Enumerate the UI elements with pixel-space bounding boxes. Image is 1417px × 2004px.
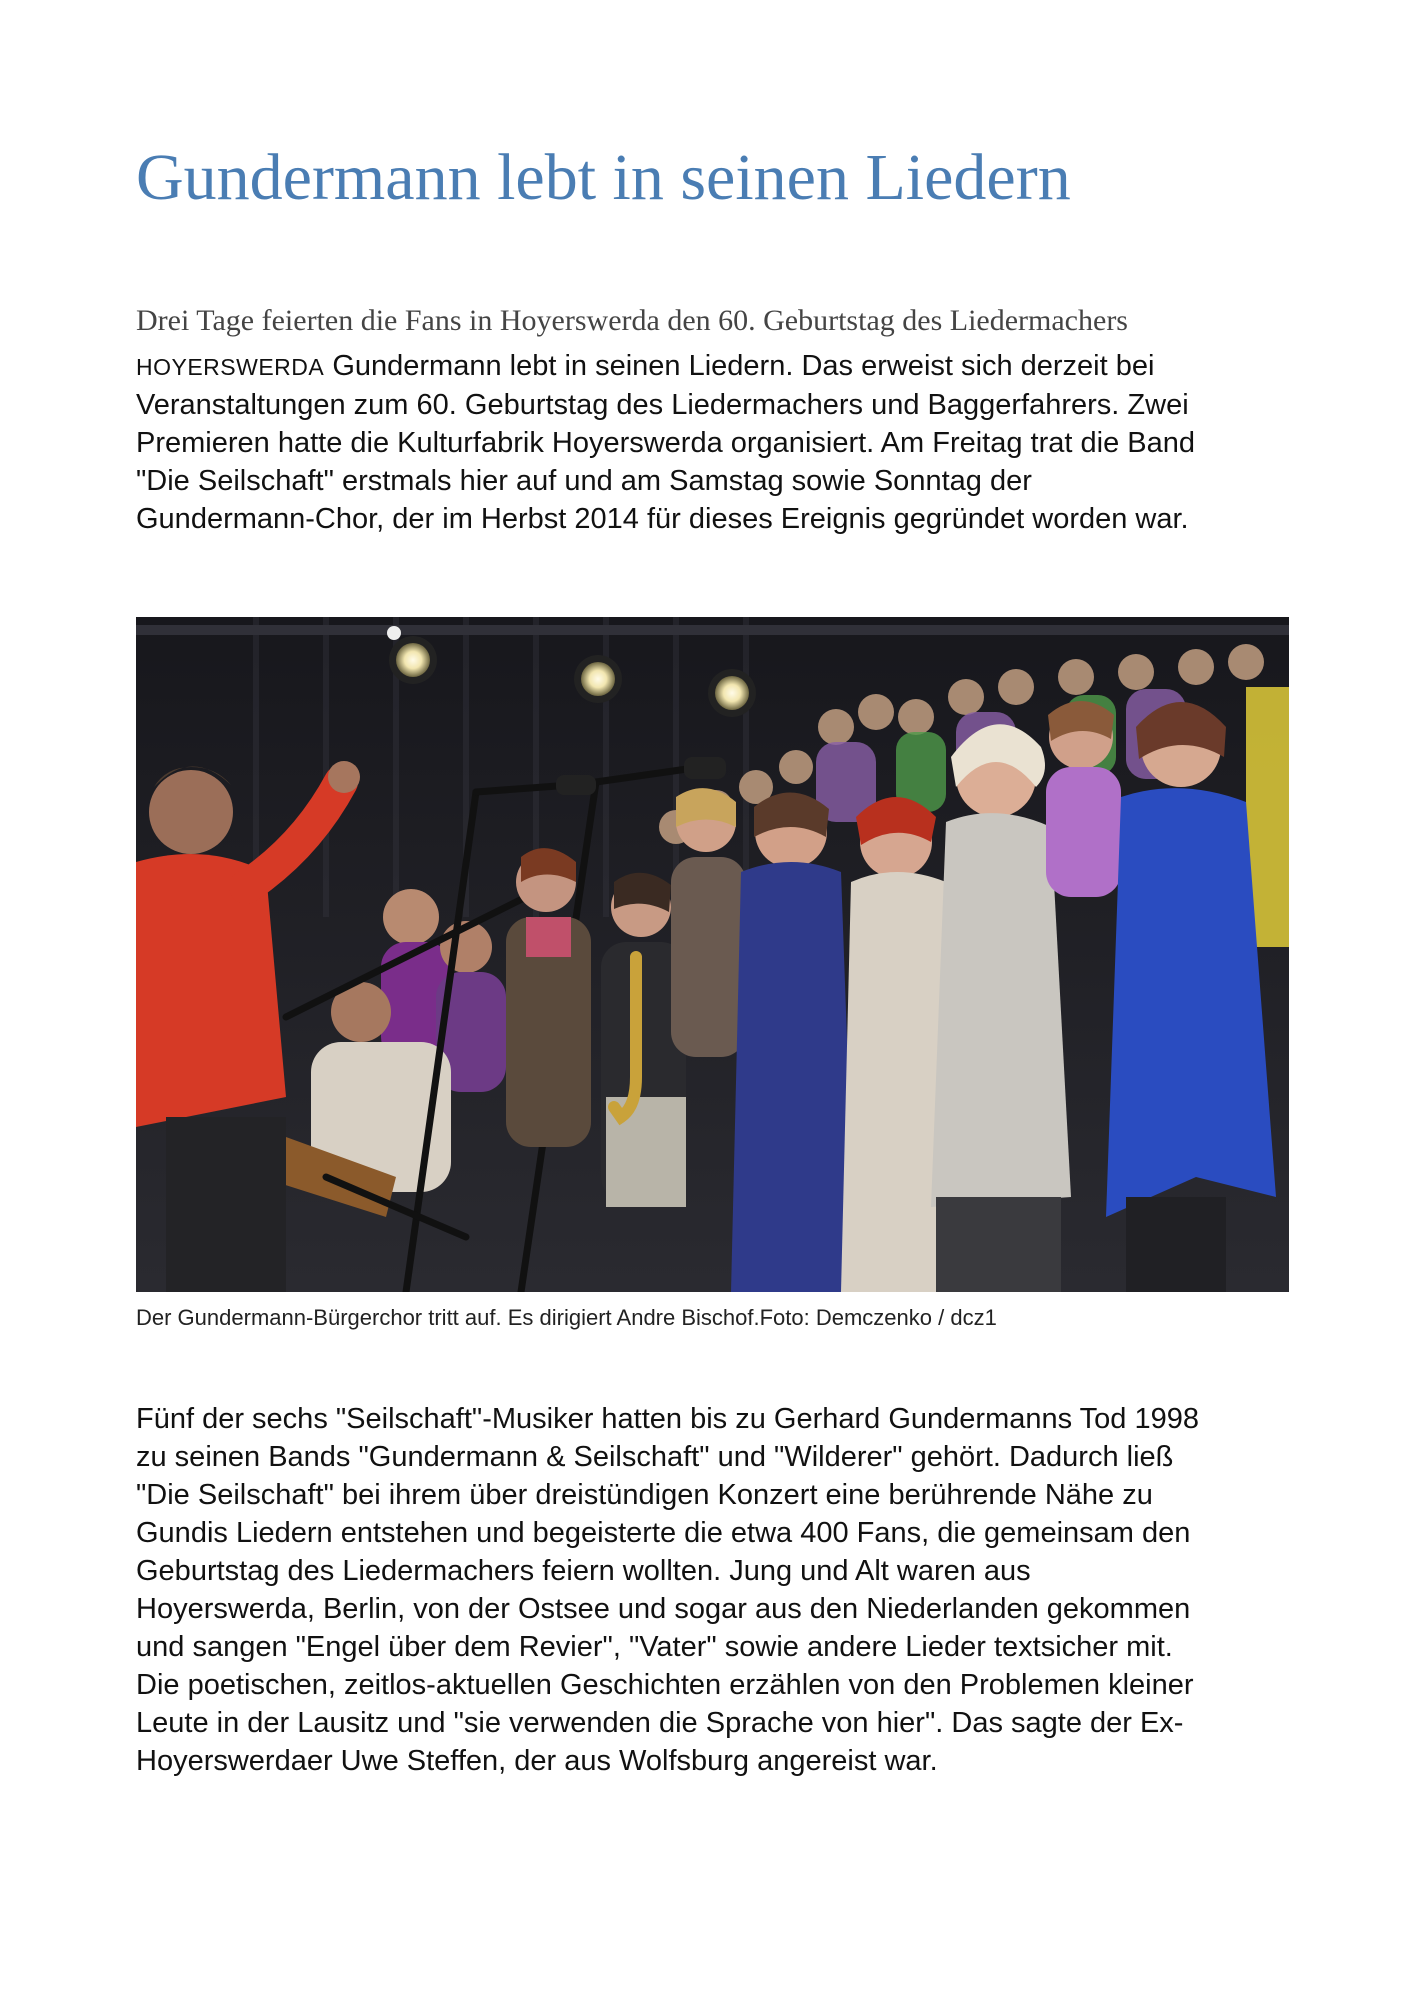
paragraph-line: Die poetischen, zeitlos-aktuellen Geschichten erzählen von den Problemen kleiner xyxy=(136,1669,1194,1701)
article-subheadline: Drei Tage feierten die Fans in Hoyerswerda den 60. Geburtstag des Liedermachers xyxy=(136,304,1128,337)
dateline: HOYERSWERDA xyxy=(136,354,325,380)
paragraph-line: "Die Seilschaft" bei ihrem über dreistündigen Konzert eine berührende Nähe zu xyxy=(136,1479,1153,1511)
paragraph-line: Leute in der Lausitz und "sie verwenden die Sprache von hier". Das sagte der Ex- xyxy=(136,1707,1184,1739)
paragraph-line: Geburtstag des Liedermachers feiern wollten. Jung und Alt waren aus xyxy=(136,1555,1031,1587)
second-paragraph xyxy=(136,1400,1296,1780)
paragraph-line: Fünf der sechs "Seilschaft"-Musiker hatten bis zu Gerhard Gundermanns Tod 1998 xyxy=(136,1403,1199,1435)
paragraph-line: und sangen "Engel über dem Revier", "Vater" sowie andere Lieder textsicher mit. xyxy=(136,1631,1173,1663)
lead-line-text: Gundermann lebt in seinen Liedern. Das erweist sich derzeit bei xyxy=(332,350,1155,382)
paragraph-line: Hoyerswerda, Berlin, von der Ostsee und sogar aus den Niederlanden gekommen xyxy=(136,1593,1191,1625)
lead-line: Premieren hatte die Kulturfabrik Hoyerswerda organisiert. Am Freitag trat die Band xyxy=(136,427,1195,459)
lead-line xyxy=(136,347,1296,386)
paragraph-line: Gundis Liedern entstehen und begeisterte die etwa 400 Fans, die gemeinsam den xyxy=(136,1517,1191,1549)
paragraph-line: zu seinen Bands "Gundermann & Seilschaft" und "Wilderer" gehört. Dadurch ließ xyxy=(136,1441,1174,1473)
choir-photo-illustration xyxy=(136,617,1289,1292)
lead-line: Veranstaltungen zum 60. Geburtstag des Liedermachers und Baggerfahrers. Zwei xyxy=(136,389,1189,421)
lead-line: Gundermann-Chor, der im Herbst 2014 für dieses Ereignis gegründet worden war. xyxy=(136,503,1189,535)
choir-photo xyxy=(136,617,1289,1292)
photo-caption: Der Gundermann-Bürgerchor tritt auf. Es dirigiert Andre Bischof.Foto: Demczenko / dcz1 xyxy=(136,1305,997,1330)
paragraph-line: Hoyerswerdaer Uwe Steffen, der aus Wolfsburg angereist war. xyxy=(136,1745,938,1777)
article-headline: Gundermann lebt in seinen Liedern xyxy=(136,141,1071,214)
lead-paragraph xyxy=(136,347,1296,538)
lead-line: "Die Seilschaft" erstmals hier auf und am Samstag sowie Sonntag der xyxy=(136,465,1032,497)
